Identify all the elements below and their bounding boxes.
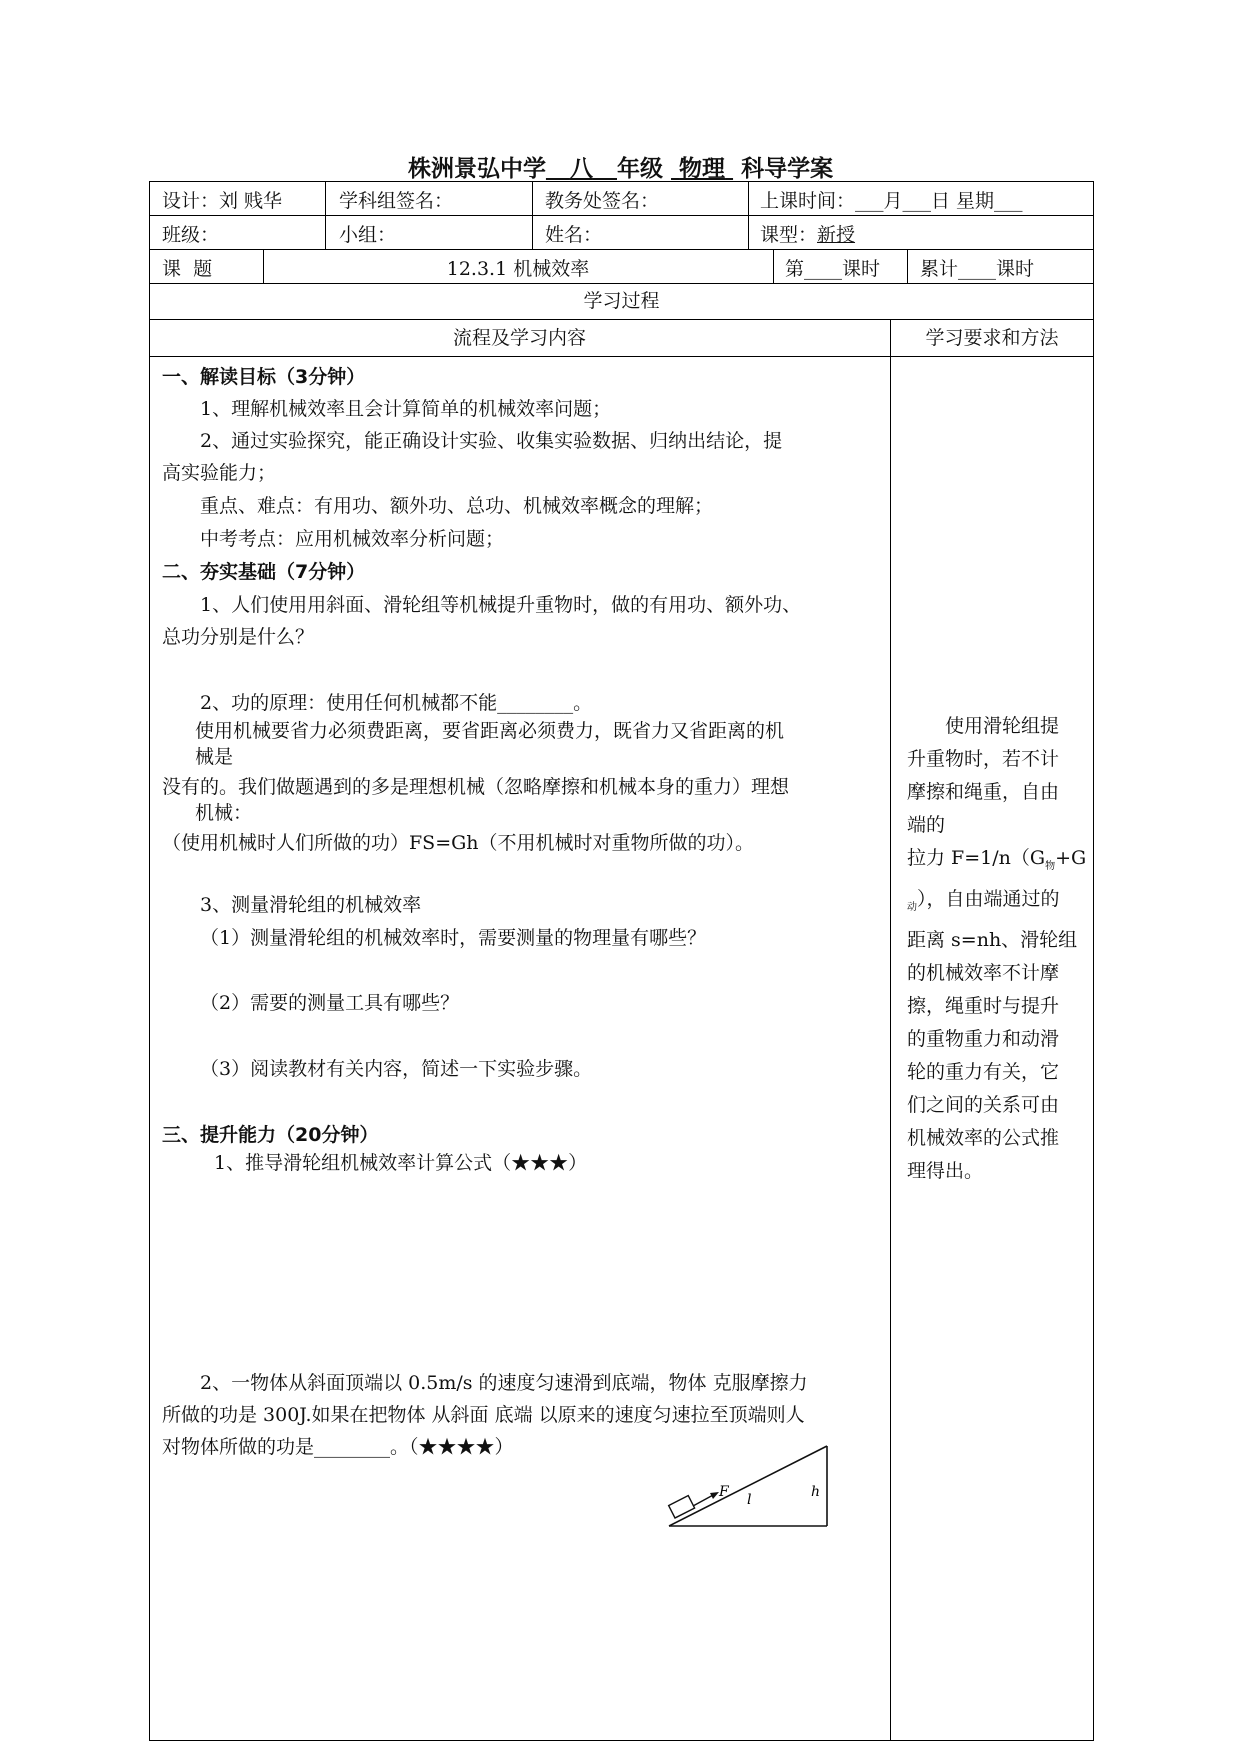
question-2-3-2: （2）需要的测量工具有哪些？: [200, 992, 460, 1014]
row-divider: [149, 249, 1094, 250]
question-2-3-1: （1）测量滑轮组的机械效率时，需要测量的物理量有哪些？: [200, 927, 707, 949]
objective-2-cont: 高实验能力；: [162, 462, 277, 484]
col-divider: [532, 181, 533, 249]
col-divider: [773, 249, 774, 283]
principle-text-2: 械是: [195, 746, 234, 768]
row-divider: [149, 283, 1094, 284]
section-3-title: 三、提升能力（20分钟）: [162, 1124, 379, 1146]
team-field: 小组：: [339, 224, 397, 246]
question-2-1-cont: 总功分别是什么？: [162, 626, 315, 648]
topic-label: 课 题: [162, 258, 213, 280]
question-2-2: 2、功的原理：使用任何机械都不能________。: [200, 692, 593, 714]
content-column-header: 流程及学习内容: [452, 327, 586, 349]
length-label: l: [747, 1492, 752, 1508]
question-3-1: 1、推导滑轮组机械效率计算公式（★★★）: [214, 1152, 588, 1174]
key-points: 重点、难点：有用功、额外功、总功、机械效率概念的理解；: [200, 495, 714, 517]
question-2-1: 1、人们使用用斜面、滑轮组等机械提升重物时，做的有用功、额外功、: [200, 594, 802, 616]
subject: 物理: [679, 156, 726, 182]
col-divider: [325, 181, 326, 249]
col-divider: [907, 249, 908, 283]
name-field: 姓名：: [545, 224, 603, 246]
school-name: 株洲景弘中学: [407, 156, 546, 182]
office-signature: 教务处签名：: [545, 190, 660, 212]
total-field: 累计____课时: [920, 258, 1035, 280]
topic-value: 12.3.1 机械效率: [446, 258, 590, 280]
class-field: 班级：: [162, 224, 220, 246]
period-field: 第____课时: [785, 258, 881, 280]
designer: 设计：刘 贱华: [162, 190, 283, 212]
objective-2: 2、通过实验探究，能正确设计实验、收集实验数据、归纳出结论，提: [200, 430, 783, 452]
principle-text-1: 使用机械要省力必须费距离，要省距离必须费力，既省力又省距离的机: [195, 720, 785, 742]
question-2-3: 3、测量滑轮组的机械效率: [200, 894, 422, 916]
section-2-title: 二、夯实基础（7分钟）: [162, 561, 366, 583]
col-divider: [748, 181, 749, 249]
principle-formula: （使用机械时人们所做的功）FS=Gh（不用机械时对重物所做的功）。: [162, 832, 755, 854]
group-signature: 学科组签名：: [339, 190, 454, 212]
height-label: h: [811, 1484, 821, 1500]
row-divider: [149, 356, 1094, 357]
principle-text-3: 没有的。我们做题遇到的多是理想机械（忽略摩擦和机械本身的重力）理想: [162, 776, 790, 798]
document-title: [0, 150, 1241, 183]
principle-text-4: 机械：: [195, 802, 253, 824]
incline-diagram: [655, 1436, 855, 1536]
doc-type: 科导学案: [741, 156, 834, 182]
question-3-2: 2、一物体从斜面顶端以 0.5m/s 的速度匀速滑到底端，物体 克服摩擦力: [200, 1372, 808, 1394]
grade-suffix: 年级: [617, 156, 663, 182]
question-3-2-cont: 所做的功是 300J.如果在把物体 从斜面 底端 以原来的速度匀速拉至顶端则人: [162, 1404, 805, 1426]
question-3-2-end: 对物体所做的功是________。（★★★★）: [162, 1436, 514, 1458]
method-notes: 使用滑轮组提 升重物时，若不计 摩擦和绳重，自由 端的 拉力 $F=1/n(G_物+G$ $_动$），自由端通过的 距离 s=nh、滑轮组 的机械效率不计摩 擦，绳重时与提升 的重物重力和动滑 轮的重力有关，它 们之间的关系可由 机械效率的公式推 理得出。: [907, 715, 1087, 1182]
lesson-type: 课型：新授: [760, 224, 856, 246]
row-divider: [149, 215, 1094, 216]
objective-1: 1、理解机械效率且会计算简单的机械效率问题；: [200, 398, 612, 420]
force-arrowhead: [710, 1492, 719, 1499]
section-1-title: 一、解读目标（3分钟）: [162, 366, 366, 388]
process-title: 学习过程: [583, 290, 660, 312]
incline-slope: [669, 1446, 827, 1526]
force-label: F: [719, 1484, 729, 1500]
exam-points: 中考考点：应用机械效率分析问题；: [200, 528, 505, 550]
col-divider: [890, 319, 891, 1741]
method-column-header: 学习要求和方法: [925, 327, 1059, 349]
grade: 八: [569, 156, 593, 182]
class-time: 上课时间：___月___日 星期___: [760, 190, 1023, 212]
row-divider: [149, 319, 1094, 320]
question-2-3-3: （3）阅读教材有关内容，简述一下实验步骤。: [200, 1058, 593, 1080]
